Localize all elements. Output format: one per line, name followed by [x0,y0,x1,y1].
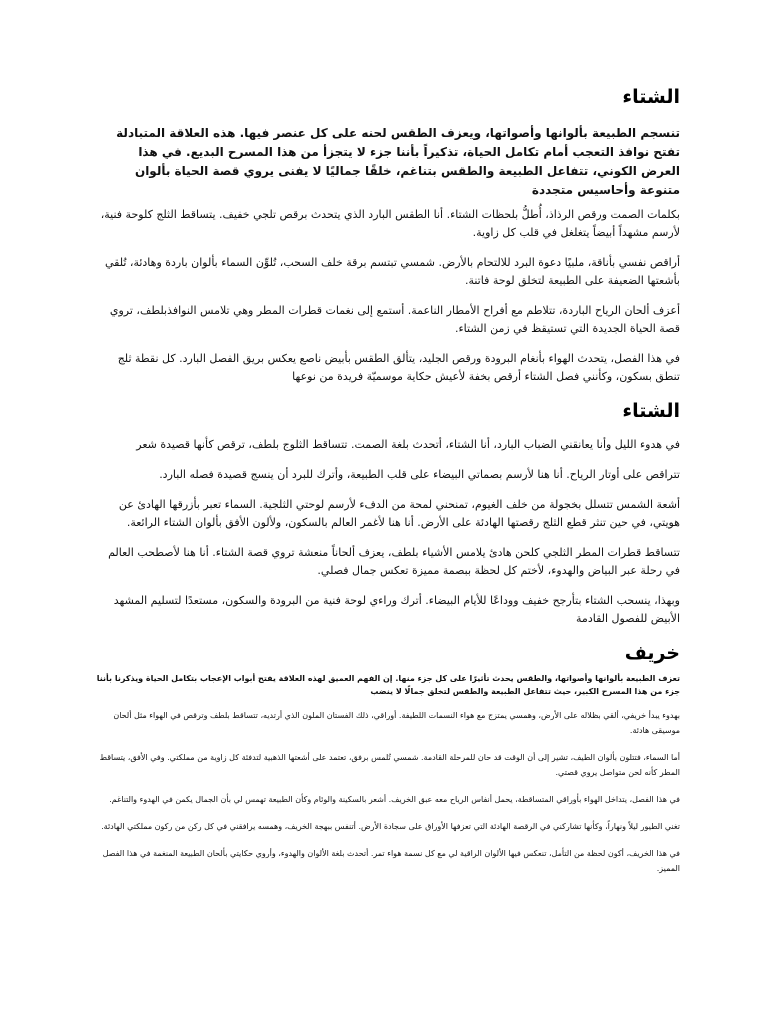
paragraph: تغني الطيور ليلاً ونهاراً، وكأنها تشاركني في الرقصة الهادئة التي تعزفها الأوراق على سجادة الأرض. أتنفس ببهجة الخريف، وهمسه يرافقني في كل ركن من ركون مملكتي الهادئة. [101,822,680,831]
paragraph: في هذا الفصل، يتحدث الهواء بأنغام البرودة ورقص الجليد، يتألق الطقس بأبيض ناصع يعكس بريق الفصل البارد. كل نقطة ثلج تنطق بسكون، وكأنني فصل الشتاء أرقص بخفة لأعيش حكاية موسميّة فريدة من نوعها [117,352,680,383]
section-title: الشتاء [622,86,680,108]
paragraph: تتساقط قطرات المطر الثلجي كلحن هادئ يلامس الأشياء بلطف، يعزف ألحاناً منعشة تروي قصة الشتاء. أنا هنا لأصطحب العالم في رحلة عبر البياض والهدوء، لأختم كل لحظة ببصمة مميزة تعكس جمال فصلي. [108,546,680,577]
paragraph: أما السماء، فتتلون بألوان الطيف، تشير إلى أن الوقت قد حان للمرحلة القادمة. شمسي تُلمس برفق، تعتمد على أشعتها الذهبية لتدفئة كل زاوية من مملكتي. وفي الأفق، يتساقط المطر كأنه لحن متواصل يروي قصتي. [99,753,680,777]
document-page [96,84,680,888]
paragraph: في هذا الخريف، أكون لحظة من التأمل، تنعكس فيها الألوان الراقية لي مع كل نسمة هواء تمر. أتحدث بلغة الألوان والهدوء، وأروي حكايتي بألحان الطبيعة المنغمة في هذا الفصل المميز. [102,849,680,873]
paragraph: أراقص نفسي بأناقة، ملبيًا دعوة البرد للالتحام بالأرض. شمسي تبتسم برقة خلف السحب، تُلوِّن السماء بألوان باردة وهادئة، تُلقي بأشعتها الضعيفة على الطبيعة لتخلق لوحة فاتنة. [104,256,680,287]
paragraph: بهدوء يبدأ خريفي، ألقي بظلاله على الأرض، وهمسي يمتزج مع هواء النسمات اللطيفة. أوراقي، ذلك الفستان الملون الذي أرتديه، تتساقط بلطف وترقص في الهواء مثل ألحان موسيقى هادئة. [113,711,680,735]
section-winter-1 [96,84,680,386]
section-autumn [96,640,680,876]
section-winter-2 [96,398,680,628]
paragraph: بكلمات الصمت ورقص الرذاذ، أُطلُّ بلحظات الشتاء. أنا الطقس البارد الذي يتحدث برقص تلجي خفيف. يتساقط الثلج كلوحة فنية، لأرسم مشهداً أبيضاً يتغلغل في قلب كل زاوية. [100,208,680,239]
paragraph: وبهذا، ينسحب الشتاء بتأرجح خفيف ووداعًا للأيام البيضاء. أترك وراءي لوحة فنية من البرودة والسكون، مستعدًا لتسليم المشهد الأبيض للفصول القادمة [113,594,680,625]
paragraph: تتراقص على أوتار الرياح. أنا هنا لأرسم بصماتي البيضاء على قلب الطبيعة، وأترك للبرد أن ينسج قصيدة فصله البارد. [159,468,680,481]
section-lead: تنسجم الطبيعة بألوانها وأصواتها، ويعزف الطقس لحنه على كل عنصر فيها. هذه العلاقة المتبادلة تفتح نوافذ التعجب أمام تكامل الحياة، تذكيراً بأننا جزء لا يتجزأ من هذا المسرح البديع. في هذا العرض الكوني، تتفاعل الطبيعة والطقس بتناغم، خلقًا جماليًا لا يفنى يروي قصة الحياة بألوان متنوعة وأحاسيس متجددة [116,126,680,197]
section-lead: تعزف الطبيعة بألوانها وأصواتها، والطقس يحدث تأثيرًا على كل جزء منها. إن الفهم العميق لهذه العلاقة يفتح أبواب الإعجاب بتكامل الحياة ويذكرنا بأننا جزء من هذا المسرح الكبير، حيث تتفاعل الطبيعة والطقس لتخلق جمالًا لا ينضب [96,674,680,696]
section-title: خريف [624,642,680,664]
paragraph: في هذا الفصل، يتداخل الهواء بأوراقي المتساقطة، يحمل أنفاس الرياح معه عبق الخريف. أشعر بالسكينة والوئام وكأن الطبيعة تهمس لي بأن الجمال يكمن في الهدوء والتناغم. [109,795,680,804]
paragraph: أعزف ألحان الرياح الباردة، تتلاطم مع أفراح الأمطار الناعمة. أستمع إلى نغمات قطرات المطر وهي تلامس النوافذبلطف، تروي قصة الحياة الجديدة التي تستيقظ في زمن الشتاء. [109,304,680,335]
section-title: الشتاء [622,400,680,422]
paragraph: أشعة الشمس تتسلل بخجولة من خلف الغيوم، تمنحني لمحة من الدفء لأرسم لوحتي الثلجية. السماء تعبر بأزرقها الهادئ عن هويتي، في حين تنثر قطع الثلج رقصتها الهادئة على الأرض. أنا هنا لأغمر العالم بالسكون، ولألون الأفق بألوان الشتاء الرائعة. [118,498,680,529]
paragraph: في هدوء الليل وأنا يعانقني الضباب البارد، أنا الشتاء، أتحدث بلغة الصمت. تتساقط الثلوج بلطف، ترقص كأنها قصيدة شعر [136,438,680,451]
